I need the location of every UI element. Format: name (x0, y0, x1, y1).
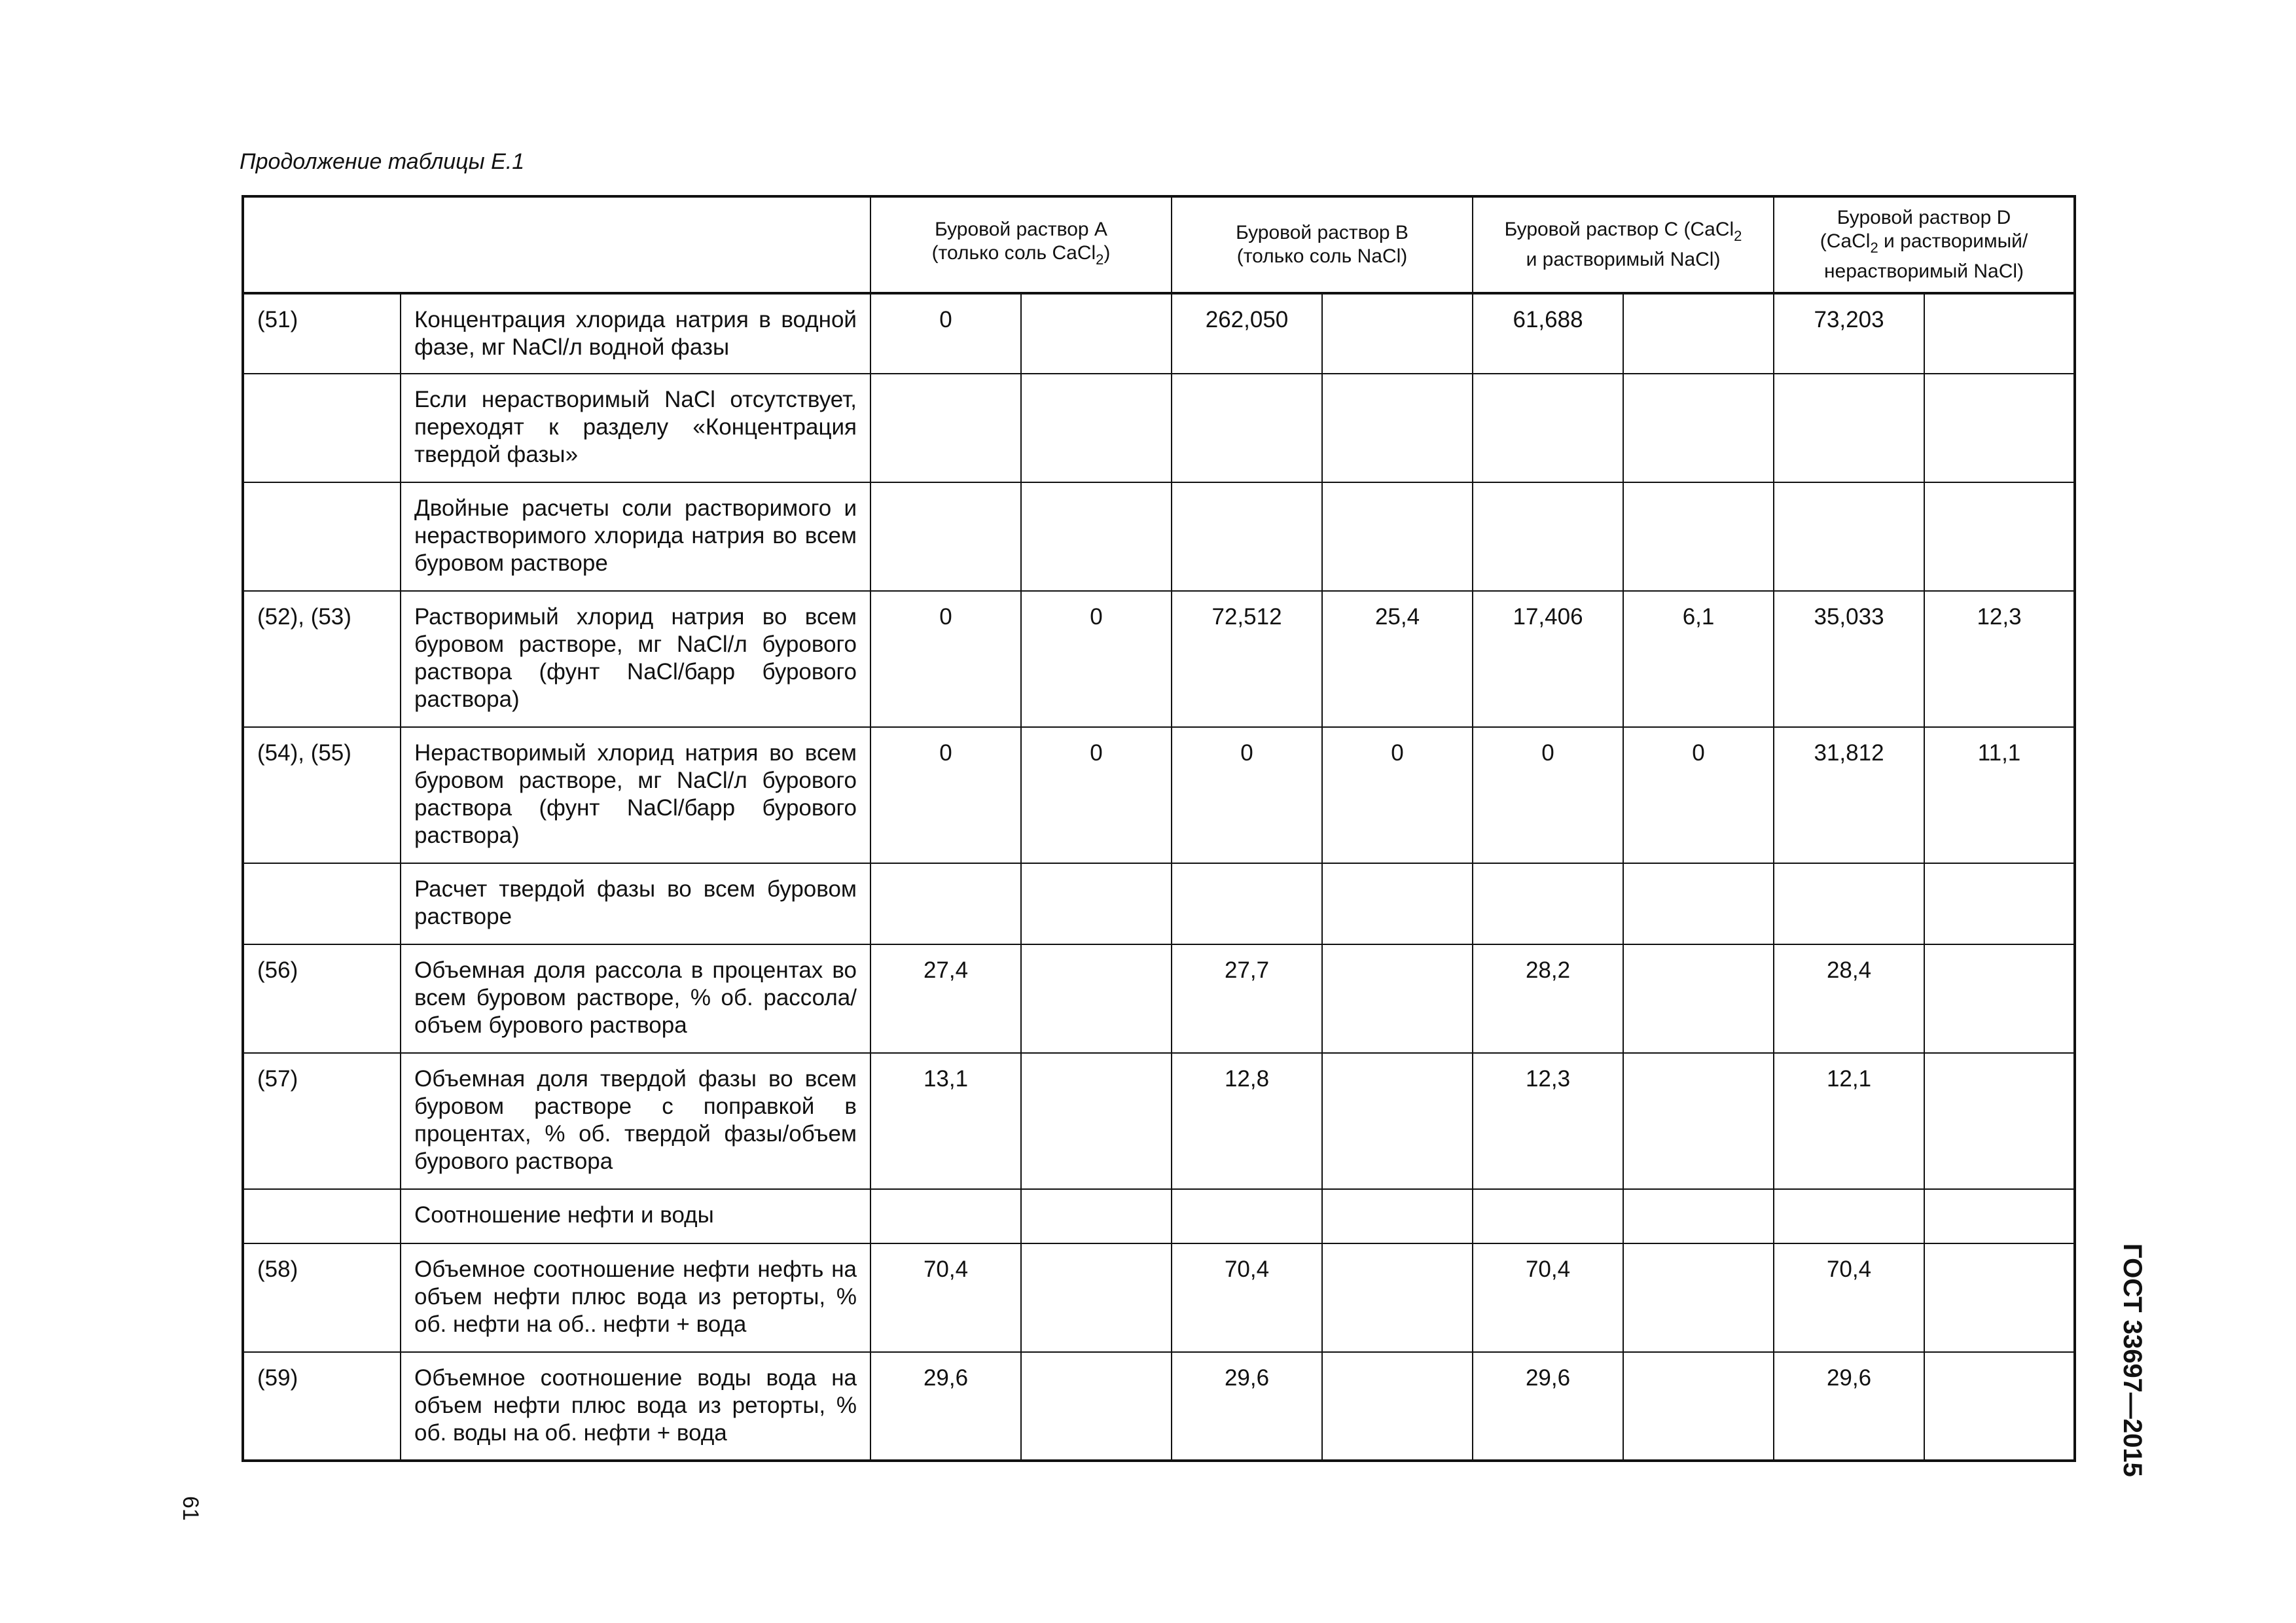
value-cell (1322, 482, 1473, 591)
value-cell (1924, 1189, 2075, 1243)
value-cell: 28,2 (1473, 944, 1623, 1053)
row-ref-cell (243, 1189, 401, 1243)
value-cell (1322, 1243, 1473, 1352)
value-cell (1924, 863, 2075, 944)
value-cell (1924, 944, 2075, 1053)
value-cell (1924, 374, 2075, 482)
row-ref-cell (243, 863, 401, 944)
value-cell (1924, 1053, 2075, 1189)
value-cell (1021, 1053, 1172, 1189)
row-ref-cell (243, 374, 401, 482)
value-cell: 70,4 (1473, 1243, 1623, 1352)
value-cell (1924, 482, 2075, 591)
value-cell: 29,6 (1774, 1352, 1924, 1461)
value-cell (870, 374, 1021, 482)
value-cell (1172, 863, 1322, 944)
value-cell (1924, 293, 2075, 374)
value-cell (1021, 482, 1172, 591)
row-description-cell: Объемная доля рассола в процентах во всем буровом растворе, % об. рассола/объем бурового раствора (401, 944, 870, 1053)
table-row (243, 727, 2075, 863)
value-cell (1322, 1189, 1473, 1243)
value-cell (1623, 863, 1774, 944)
row-description-cell: Если нерастворимый NaCl отсутствует, переходят к разделу «Концентрация твердой фазы» (401, 374, 870, 482)
value-cell: 12,3 (1924, 591, 2075, 727)
value-cell: 12,8 (1172, 1053, 1322, 1189)
value-cell (1623, 374, 1774, 482)
value-cell (1322, 374, 1473, 482)
value-cell (1021, 863, 1172, 944)
value-cell (1774, 482, 1924, 591)
row-ref-cell: (59) (243, 1352, 401, 1461)
value-cell (1021, 944, 1172, 1053)
table-header-row (243, 196, 2075, 293)
value-cell: 12,3 (1473, 1053, 1623, 1189)
value-cell (1172, 482, 1322, 591)
header-fluid-a: Буровой раствор А (только соль CaCl$_2$) (870, 196, 1172, 293)
page-number: 61 (178, 1496, 203, 1521)
value-cell (1473, 482, 1623, 591)
table-row (243, 944, 2075, 1053)
value-cell (1021, 374, 1172, 482)
value-cell (1322, 1352, 1473, 1461)
table-row (243, 1053, 2075, 1189)
row-description-cell: Растворимый хлорид натрия во всем буровом растворе, мг NaCl/л бурового раствора (фунт NaCl/барр бурового раствора) (401, 591, 870, 727)
row-description-cell: Концентрация хлорида натрия в водной фазе, мг NaCl/л водной фазы (401, 293, 870, 374)
value-cell (1322, 944, 1473, 1053)
table-row (243, 293, 2075, 374)
table-row (243, 591, 2075, 727)
value-cell: 61,688 (1473, 293, 1623, 374)
table-row (243, 374, 2075, 482)
row-description-cell: Объемное соотношение нефти нефть на объем нефти плюс вода из реторты, % об. нефти на об.. нефти + вода (401, 1243, 870, 1352)
value-cell (1623, 944, 1774, 1053)
value-cell: 0 (870, 727, 1021, 863)
table-row (243, 1243, 2075, 1352)
document-standard-title: ГОСТ 33697—2015 (2118, 1243, 2147, 1477)
row-ref-cell: (56) (243, 944, 401, 1053)
row-ref-cell: (54), (55) (243, 727, 401, 863)
value-cell: 17,406 (1473, 591, 1623, 727)
row-ref-cell: (51) (243, 293, 401, 374)
row-ref-cell: (57) (243, 1053, 401, 1189)
value-cell: 70,4 (1172, 1243, 1322, 1352)
value-cell (1473, 863, 1623, 944)
row-description-cell: Объемная доля твердой фазы во всем буровом растворе с поправкой в процентах, % об. твердой фазы/объем бурового раствора (401, 1053, 870, 1189)
row-ref-cell: (52), (53) (243, 591, 401, 727)
value-cell (1021, 293, 1172, 374)
value-cell: 27,7 (1172, 944, 1322, 1053)
value-cell: 28,4 (1774, 944, 1924, 1053)
value-cell: 0 (1021, 591, 1172, 727)
value-cell: 12,1 (1774, 1053, 1924, 1189)
value-cell: 13,1 (870, 1053, 1021, 1189)
value-cell: 0 (870, 293, 1021, 374)
value-cell: 29,6 (870, 1352, 1021, 1461)
value-cell (1924, 1243, 2075, 1352)
value-cell (870, 1189, 1021, 1243)
table-caption: Продолжение таблицы Е.1 (240, 149, 525, 174)
value-cell: 262,050 (1172, 293, 1322, 374)
row-description-cell: Расчет твердой фазы во всем буровом растворе (401, 863, 870, 944)
header-fluid-d: Буровой раствор D (CaCl$_2$ и растворимый/ нерастворимый NaCl) (1774, 196, 2075, 293)
value-cell: 72,512 (1172, 591, 1322, 727)
value-cell (1322, 293, 1473, 374)
value-cell (1322, 863, 1473, 944)
table-row (243, 1352, 2075, 1461)
row-description-cell: Нерастворимый хлорид натрия во всем буровом растворе, мг NaCl/л бурового раствора (фунт NaCl/барр бурового раствора) (401, 727, 870, 863)
value-cell: 70,4 (870, 1243, 1021, 1352)
value-cell (1172, 1189, 1322, 1243)
value-cell (1623, 1243, 1774, 1352)
table-row (243, 482, 2075, 591)
header-empty-cell (243, 196, 870, 293)
header-fluid-b: Буровой раствор В (только соль NaCl) (1172, 196, 1473, 293)
data-table (242, 195, 2076, 1462)
value-cell: 0 (1322, 727, 1473, 863)
row-ref-cell (243, 482, 401, 591)
value-cell (1021, 1243, 1172, 1352)
value-cell (1021, 1189, 1172, 1243)
table-row (243, 1189, 2075, 1243)
value-cell: 35,033 (1774, 591, 1924, 727)
row-ref-cell: (58) (243, 1243, 401, 1352)
value-cell: 11,1 (1924, 727, 2075, 863)
value-cell (1774, 1189, 1924, 1243)
value-cell (1623, 1189, 1774, 1243)
value-cell (1623, 1053, 1774, 1189)
value-cell (1623, 1352, 1774, 1461)
value-cell: 29,6 (1473, 1352, 1623, 1461)
header-fluid-c: Буровой раствор С (CaCl$_2$ и растворимый NaCl) (1473, 196, 1774, 293)
value-cell (1322, 1053, 1473, 1189)
row-description-cell: Объемное соотношение воды вода на объем нефти плюс вода из реторты, % об. воды на об. нефти + вода (401, 1352, 870, 1461)
value-cell: 73,203 (1774, 293, 1924, 374)
value-cell (870, 482, 1021, 591)
value-cell: 31,812 (1774, 727, 1924, 863)
table-row (243, 863, 2075, 944)
value-cell (870, 863, 1021, 944)
row-description-cell: Соотношение нефти и воды (401, 1189, 870, 1243)
value-cell: 25,4 (1322, 591, 1473, 727)
value-cell (1473, 1189, 1623, 1243)
value-cell: 70,4 (1774, 1243, 1924, 1352)
value-cell (1623, 482, 1774, 591)
value-cell (1774, 863, 1924, 944)
value-cell: 27,4 (870, 944, 1021, 1053)
value-cell: 6,1 (1623, 591, 1774, 727)
value-cell: 0 (1021, 727, 1172, 863)
value-cell (1623, 293, 1774, 374)
value-cell: 29,6 (1172, 1352, 1322, 1461)
value-cell: 0 (1172, 727, 1322, 863)
value-cell (1473, 374, 1623, 482)
row-description-cell: Двойные расчеты соли растворимого и нерастворимого хлорида натрия во всем буровом растворе (401, 482, 870, 591)
value-cell: 0 (870, 591, 1021, 727)
value-cell (1924, 1352, 2075, 1461)
value-cell (1172, 374, 1322, 482)
value-cell (1774, 374, 1924, 482)
value-cell: 0 (1473, 727, 1623, 863)
value-cell (1021, 1352, 1172, 1461)
value-cell: 0 (1623, 727, 1774, 863)
